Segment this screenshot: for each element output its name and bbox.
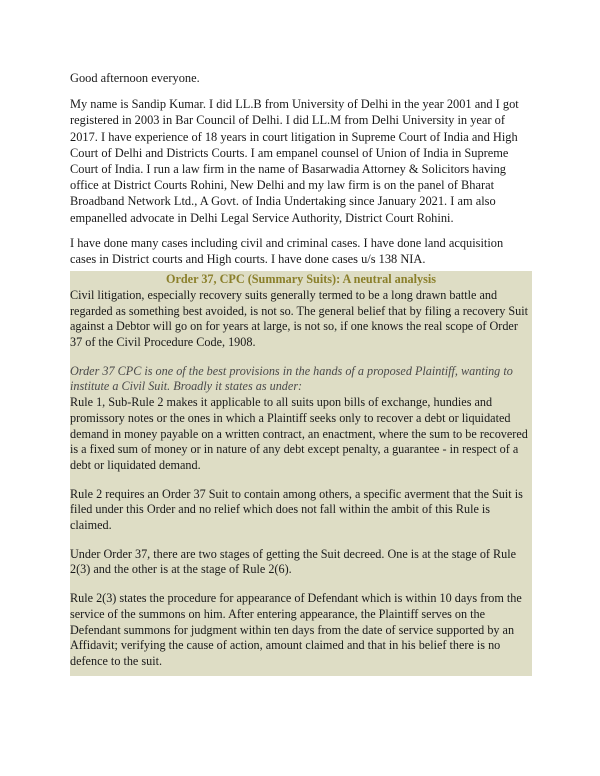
analysis-title: Order 37, CPC (Summary Suits): A neutral analysis xyxy=(166,272,436,287)
stages-paragraph: Under Order 37, there are two stages of getting the Suit decreed. One is at the stage of Rule 2(3) and the other is at the stage of Rule 2(6). xyxy=(70,546,517,577)
rule-1-paragraph: Rule 1, Sub-Rule 2 makes it applicable to all suits upon bills of exchange, hundies and promissory notes or the ones in which a Plaintiff seeks only to recover a debt or liquidated demand in money payable on a written contract, an enactment, where the sum to be recovered is a fixed sum of money or in nature of any debt except penalty, a guarantee - in respect of a debt or liquidated demand. xyxy=(70,395,528,472)
greeting-paragraph: Good afternoon everyone. xyxy=(70,71,200,85)
analysis-paragraph-intro: Civil litigation, especially recovery suits generally termed to be a long drawn battle and regarded as something best avoided, is not so. The general belief that by filing a recovery Suit against a Debtor will go on for years at large, is not so, if one knows the real scope of Order 37 of the Civil Procedure Code, 1908. xyxy=(70,287,529,350)
analysis-box xyxy=(70,271,532,675)
bio-paragraph: My name is Sandip Kumar. I did LL.B from University of Delhi in the year 2001 and I got registered in 2003 in Bar Council of Delhi. I did LL.M from Delhi University in year of 2017. I have experience of 18 years in court litigation in Supreme Court of India and High Court of Delhi and Districts Courts. I am empanel counsel of Union of India in Supreme Court of India. I run a law firm in the name of Basarwadia Attorney & Solicitors having office at District Courts Rohini, New Delhi and my law firm is on the panel of Bharat Broadband Network Ltd., A Govt. of India Undertaking since January 2021. I am also empanelled advocate in Delhi Legal Service Authority, District Court Rohini. xyxy=(70,97,519,225)
cases-paragraph: I have done many cases including civil and criminal cases. I have done land acquisition cases in District courts and High courts. I have done cases u/s 138 NIA. xyxy=(70,235,504,267)
rule-2-3-paragraph: Rule 2(3) states the procedure for appearance of Defendant which is within 10 days from the service of the summons on him. After entering appearance, the Plaintiff serves on the Defendant summons for judgment within ten days from the date of service supported by an Affidavit; verifying the cause of action, amount claimed and that in his belief there is no defence to the suit. xyxy=(70,591,522,668)
analysis-italic-intro: Order 37 CPC is one of the best provisions in the hands of a proposed Plaintiff, wanting to institute a Civil Suit. Broadly it states as under: xyxy=(70,363,513,394)
document-page xyxy=(70,70,532,676)
rule-2-paragraph: Rule 2 requires an Order 37 Suit to contain among others, a specific averment that the Suit is filed under this Order and no relief which does not fall within the ambit of this Rule is claimed. xyxy=(70,486,523,533)
